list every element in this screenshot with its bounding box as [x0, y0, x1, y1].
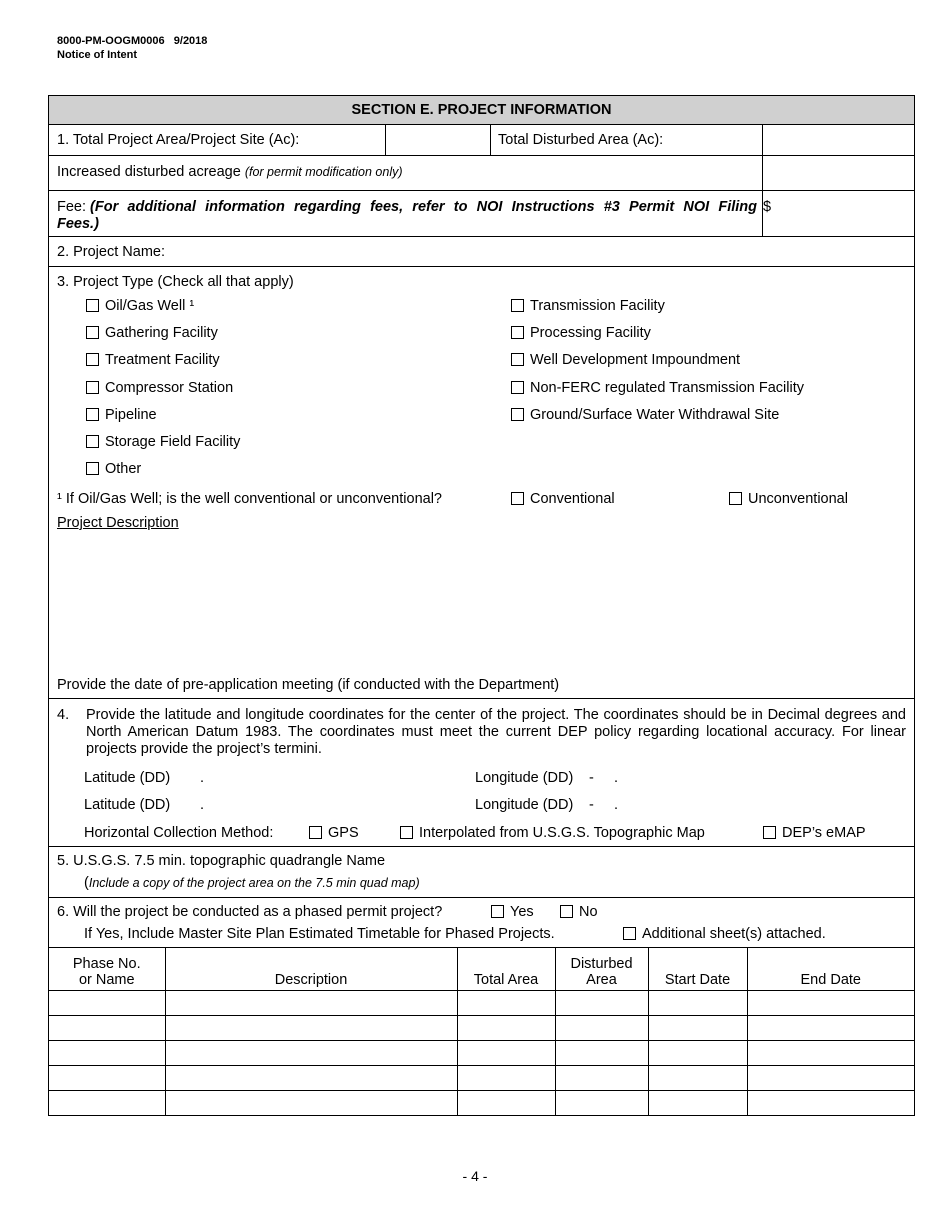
- disturbed-area-field[interactable]: [762, 125, 914, 155]
- header-description: [165, 948, 457, 991]
- header-line-2: Description: [274, 972, 348, 988]
- table-cell[interactable]: [49, 1041, 165, 1066]
- table-cell[interactable]: [49, 1091, 165, 1116]
- checkbox-interpolated[interactable]: [400, 826, 413, 839]
- form-header: [57, 34, 207, 62]
- table-row: [49, 1091, 914, 1116]
- option-well-development-impoundment[interactable]: [511, 352, 740, 368]
- option-dep-emap[interactable]: [763, 825, 866, 841]
- table-row: [49, 1041, 914, 1066]
- option-storage-field-facility[interactable]: [86, 434, 240, 450]
- table-cell[interactable]: [457, 991, 555, 1016]
- checkbox-gathering-facility[interactable]: [86, 326, 99, 339]
- table-cell[interactable]: [165, 1016, 457, 1041]
- dollar-sign: $: [763, 199, 772, 215]
- table-cell[interactable]: [49, 1016, 165, 1041]
- option-label: Ground/Surface Water Withdrawal Site: [530, 407, 780, 423]
- option-oil-gas-well[interactable]: [86, 298, 194, 314]
- option-interpolated[interactable]: [400, 825, 705, 841]
- table-cell[interactable]: [165, 991, 457, 1016]
- q4-row: [49, 698, 914, 846]
- header-line-2: Area: [586, 972, 617, 988]
- fee-row: [49, 190, 914, 236]
- table-cell[interactable]: [165, 1041, 457, 1066]
- option-label: Well Development Impoundment: [530, 352, 741, 368]
- option-label: Storage Field Facility: [105, 434, 241, 450]
- header-end-date: [747, 948, 914, 991]
- longitude-1-label: Longitude (DD): [475, 770, 574, 786]
- option-gps[interactable]: [309, 825, 359, 841]
- option-label: Other: [105, 461, 142, 477]
- table-cell[interactable]: [747, 1016, 914, 1041]
- phased-question: 6. Will the project be conducted as a phased permit project?: [57, 904, 443, 920]
- disturbed-area-label-cell: [490, 125, 762, 155]
- table-cell[interactable]: [457, 1066, 555, 1091]
- option-label: Compressor Station: [105, 380, 234, 396]
- option-water-withdrawal-site[interactable]: [511, 407, 779, 423]
- increased-acreage-field[interactable]: [762, 156, 914, 190]
- checkbox-conventional[interactable]: [511, 492, 524, 505]
- table-cell[interactable]: [747, 1091, 914, 1116]
- option-label: Unconventional: [748, 491, 848, 507]
- q1-row: [49, 124, 914, 155]
- checkbox-water-withdrawal-site[interactable]: [511, 408, 524, 421]
- total-area-field[interactable]: [385, 125, 490, 155]
- longitude-1-field[interactable]: - .: [589, 770, 618, 786]
- table-cell[interactable]: [648, 991, 747, 1016]
- latitude-1-field[interactable]: .: [200, 770, 205, 786]
- header-line-2: Start Date: [664, 972, 731, 988]
- option-label: Treatment Facility: [105, 352, 220, 368]
- table-cell[interactable]: [747, 991, 914, 1016]
- option-label: Conventional: [530, 491, 615, 507]
- fee-label: Fee:: [57, 199, 91, 215]
- table-row: [49, 1016, 914, 1041]
- checkbox-non-ferc-transmission[interactable]: [511, 381, 524, 394]
- checkbox-additional-sheets[interactable]: [623, 927, 636, 940]
- option-label: Transmission Facility: [530, 298, 665, 314]
- header-line-1: Disturbed: [570, 956, 633, 972]
- option-unconventional[interactable]: [729, 491, 848, 507]
- project-description-field[interactable]: [57, 535, 906, 670]
- option-label: GPS: [328, 825, 359, 841]
- option-gathering-facility[interactable]: [86, 325, 218, 341]
- page-number: - 4 -: [462, 1168, 488, 1184]
- option-non-ferc-transmission[interactable]: [511, 380, 804, 396]
- checkbox-processing-facility[interactable]: [511, 326, 524, 339]
- q2-row: [49, 236, 914, 266]
- latitude-2-field[interactable]: .: [200, 797, 205, 813]
- table-cell[interactable]: [555, 1016, 648, 1041]
- table-cell[interactable]: [49, 1066, 165, 1091]
- option-label: Non-FERC regulated Transmission Facility: [530, 380, 804, 396]
- table-row: [49, 991, 914, 1016]
- table-cell[interactable]: [648, 1066, 747, 1091]
- option-compressor-station[interactable]: [86, 380, 233, 396]
- option-no[interactable]: [560, 904, 598, 920]
- table-cell[interactable]: [457, 1091, 555, 1116]
- table-cell[interactable]: [555, 1091, 648, 1116]
- option-other[interactable]: [86, 461, 141, 477]
- phase-table: [49, 948, 914, 1115]
- header-phase-no: [49, 948, 165, 991]
- checkbox-unconventional[interactable]: [729, 492, 742, 505]
- option-label: Oil/Gas Well ¹: [105, 298, 195, 314]
- longitude-2-label: Longitude (DD): [475, 797, 574, 813]
- header-start-date: [648, 948, 747, 991]
- q6-row: [49, 897, 914, 947]
- form-name: Notice of Intent: [57, 49, 138, 61]
- well-type-question: ¹ If Oil/Gas Well; is the well conventional or unconventional?: [57, 491, 442, 507]
- increased-acreage-label: [57, 164, 403, 180]
- table-cell[interactable]: [747, 1041, 914, 1066]
- table-cell[interactable]: [457, 1041, 555, 1066]
- checkbox-compressor-station[interactable]: [86, 381, 99, 394]
- table-row: [49, 1066, 914, 1091]
- table-cell[interactable]: [555, 1066, 648, 1091]
- increased-acreage-note: (for permit modification only): [244, 165, 403, 179]
- checkbox-well-development-impoundment[interactable]: [511, 353, 524, 366]
- increased-acreage-row: [49, 155, 914, 190]
- q1-label: 1. Total Project Area/Project Site (Ac):: [57, 132, 300, 148]
- fee-note-line1: (For additional information regarding fees, refer to NOI Instructions #3 Permit NOI Filing: [90, 199, 757, 215]
- phase-table-row: [49, 947, 914, 1115]
- quadrangle-note: [84, 875, 420, 891]
- disturbed-area-label: Total Disturbed Area (Ac):: [498, 132, 664, 148]
- q3-row: [49, 266, 914, 698]
- project-name-label: 2. Project Name:: [57, 244, 165, 260]
- header-line-1: Phase No.: [72, 956, 141, 972]
- table-cell[interactable]: [555, 991, 648, 1016]
- checkbox-no[interactable]: [560, 905, 573, 918]
- table-cell[interactable]: [49, 991, 165, 1016]
- paren: (: [84, 875, 89, 891]
- phase-table-header: [49, 948, 914, 991]
- fee-line-1: [57, 199, 757, 216]
- fee-note-line2: Fees.): [57, 216, 99, 232]
- checkbox-other[interactable]: [86, 462, 99, 475]
- option-treatment-facility[interactable]: [86, 352, 220, 368]
- fee-field[interactable]: [762, 191, 914, 236]
- checkbox-storage-field-facility[interactable]: [86, 435, 99, 448]
- header-disturbed-area: [555, 948, 648, 991]
- option-processing-facility[interactable]: [511, 325, 651, 341]
- project-type-label: 3. Project Type (Check all that apply): [57, 274, 294, 290]
- checkbox-gps[interactable]: [309, 826, 322, 839]
- table-cell[interactable]: [165, 1066, 457, 1091]
- table-cell[interactable]: [648, 1041, 747, 1066]
- table-cell[interactable]: [648, 1016, 747, 1041]
- longitude-2-field[interactable]: - .: [589, 797, 618, 813]
- option-label: Additional sheet(s) attached.: [642, 926, 826, 942]
- checkbox-oil-gas-well[interactable]: [86, 299, 99, 312]
- option-label: DEP’s eMAP: [782, 825, 866, 841]
- header-line-2: or Name: [78, 972, 135, 988]
- checkbox-yes[interactable]: [491, 905, 504, 918]
- latitude-1-label: Latitude (DD): [84, 770, 171, 786]
- option-additional-sheets[interactable]: [623, 926, 826, 942]
- form-code: 8000-PM-OOGM0006 9/2018: [57, 35, 208, 47]
- pre-application-meeting-label: Provide the date of pre-application meeting (if conducted with the Department): [57, 677, 560, 693]
- header-total-area: [457, 948, 555, 991]
- fee-text: [57, 199, 757, 233]
- checkbox-dep-emap[interactable]: [763, 826, 776, 839]
- option-pipeline[interactable]: [86, 407, 157, 423]
- option-yes[interactable]: [491, 904, 534, 920]
- table-cell[interactable]: [555, 1041, 648, 1066]
- quadrangle-label: 5. U.S.G.S. 7.5 min. topographic quadrangle Name: [57, 853, 386, 869]
- option-label: Interpolated from U.S.G.S. Topographic Map: [419, 825, 705, 841]
- option-label: Processing Facility: [530, 325, 651, 341]
- option-transmission-facility[interactable]: [511, 298, 665, 314]
- table-cell[interactable]: [457, 1016, 555, 1041]
- latitude-2-label: Latitude (DD): [84, 797, 171, 813]
- checkbox-transmission-facility[interactable]: [511, 299, 524, 312]
- header-line-2: Total Area: [473, 972, 539, 988]
- quadrangle-note-text: Include a copy of the project area on the 7.5 min quad map): [88, 876, 420, 890]
- header-line-2: End Date: [800, 972, 861, 988]
- project-description-label: Project Description: [57, 515, 179, 531]
- section-e-form: [48, 95, 915, 1116]
- option-label: No: [579, 904, 598, 920]
- q4-number: 4.: [57, 707, 70, 723]
- option-label: Gathering Facility: [105, 325, 218, 341]
- option-label: Pipeline: [105, 407, 157, 423]
- checkbox-pipeline[interactable]: [86, 408, 99, 421]
- increased-label-text: Increased disturbed acreage: [57, 164, 245, 180]
- checkbox-treatment-facility[interactable]: [86, 353, 99, 366]
- collection-method-label: Horizontal Collection Method:: [84, 825, 274, 841]
- option-conventional[interactable]: [511, 491, 615, 507]
- q4-instructions: Provide the latitude and longitude coordinates for the center of the project. The coordinates should be in Decimal degrees and North American Datum 1983. The coordinates must meet the current DEP policy regarding locational accuracy. For linear projects provide the project’s termini.: [86, 707, 906, 757]
- if-yes-instructions: If Yes, Include Master Site Plan Estimated Timetable for Phased Projects.: [84, 926, 555, 942]
- q5-row: [49, 846, 914, 897]
- section-title: SECTION E. PROJECT INFORMATION: [49, 96, 914, 124]
- option-label: Yes: [510, 904, 534, 920]
- table-cell[interactable]: [648, 1091, 747, 1116]
- table-cell[interactable]: [165, 1091, 457, 1116]
- table-cell[interactable]: [747, 1066, 914, 1091]
